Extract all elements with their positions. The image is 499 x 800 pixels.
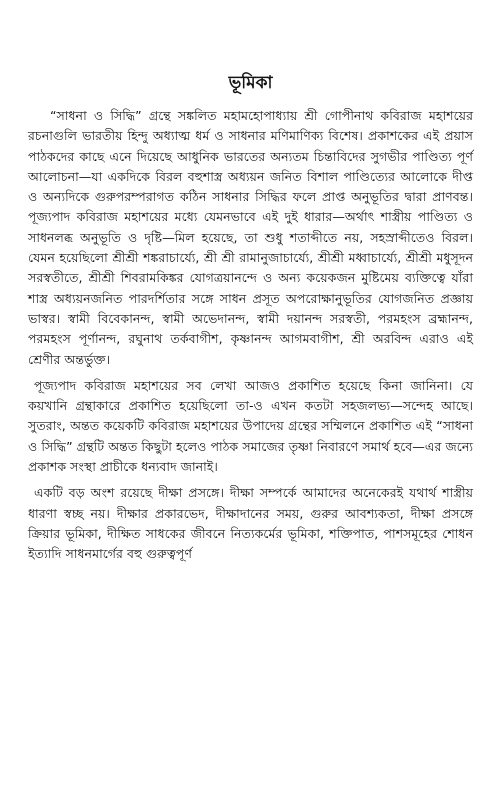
- paragraph-introduction: “সাধনা ও সিদ্ধি” গ্রন্থে সঙ্কলিত মহামহোপাধ্যায় শ্রী গোপীনাথ কবিরাজ মহাশয়ের রচনাগুলি ভারতীয় হিন্দু অধ্যাত্ম ধর্ম ও সাধনার মণিমাণিক্য বিশেষ। প্রকাশকের এই প্রয়াস পাঠকদের কাছে এনে দিয়েছে আধুনিক ভারতের অন্যতম চিন্তাবিদের সুগভীর পাণ্ডিত্য পূর্ণ আলোচনা—যা একদিকে বিরল বহুশাস্ত্র অধ্যয়ন জনিত বিশাল পাণ্ডিত্যের আলোকে দীপ্ত ও অন্যদিকে গুরুপরম্পরাগত কঠিন সাধনার সিদ্ধির ফলে প্রাপ্ত অনুভূতির দ্বারা প্রাণবন্ত। পূজ্যপাদ কবিরাজ মহাশয়ের মধ্যে যেমনভাবে এই দুই ধারার—অর্থাৎ শাস্ত্রীয় পাণ্ডিত্য ও সাধনলব্ধ অনুভূতি ও দৃষ্টি—মিল হয়েছে, তা শুধু শতাব্দীতে নয়, সহস্রাব্দীতেও বিরল। যেমন হয়েছিলো শ্রীশ্রী শঙ্করাচার্য্যে, শ্রী শ্রী রামানুজাচার্য্যে, শ্রীশ্রী মধ্বাচার্য্যে, শ্রীশ্রী মধুসূদন সরস্বতীতে, শ্রীশ্রী শিবরামকিঙ্কর যোগত্রয়ানন্দে ও অন্য কয়েকজন মুষ্টিমেয় ব্যক্তিত্বে যাঁরা শাস্ত্র অধ্যয়নজনিত পারদর্শিতার সঙ্গে সাধন প্রসূত অপরোক্ষানুভূতির যোগজনিত প্রজ্ঞায় ভাস্বর। স্বামী বিবেকানন্দ, স্বামী অভেদানন্দ, স্বামী দয়ানন্দ সরস্বতী, পরমহংস ব্রহ্মানন্দ, পরমহংস পূর্ণানন্দ, রঘুনাথ তর্কবাগীশ, কৃষ্ণানন্দ আগমবাগীশ, শ্রী অরবিন্দ এরাও এই শ্রেণীর অন্তর্ভুক্ত।: [28, 108, 473, 367]
- paragraph-availability: পূজ্যপাদ কবিরাজ মহাশয়ের সব লেখা আজও প্রকাশিত হয়েছে কিনা জানিনা। যে কয়খানি গ্রন্থাকারে প্রকাশিত হয়েছিলো তা-ও এখন কতটা সহজলভ্য—সন্দেহ আছে। সুতরাং, অন্তত কয়েকটি কবিরাজ মহাশয়ের উপাদেয় গ্রন্থের সম্মিলনে প্রকাশিত এই “সাধনা ও সিদ্ধি” গ্রন্থটি অন্তত কিছুটা হলেও পাঠক সমাজের তৃষ্ণা নিবারণে সমার্থ হবে—এর জন্যে প্রকাশক সংস্থা প্রাচীকে ধন্যবাদ জানাই।: [28, 377, 473, 475]
- paragraph-diksha: একটি বড় অংশ রয়েছে দীক্ষা প্রসঙ্গে। দীক্ষা সম্পর্কে আমাদের অনেকেরই যথার্থ শাস্ত্রীয় ধারণা স্বচ্ছ নয়। দীক্ষার প্রকারভেদ, দীক্ষাদানের সময়, গুরুর আবশ্যকতা, দীক্ষা প্রসঙ্গে ক্রিয়ার ভূমিকা, দীক্ষিত সাধকের জীবনে নিত্যকর্মের ভূমিকা, শক্তিপাত, পাশসমূহের শোধন ইত্যাদি সাধনমার্গের বহু গুরুত্বপূর্ণ: [28, 485, 473, 562]
- page-heading: ভূমিকা: [228, 73, 273, 93]
